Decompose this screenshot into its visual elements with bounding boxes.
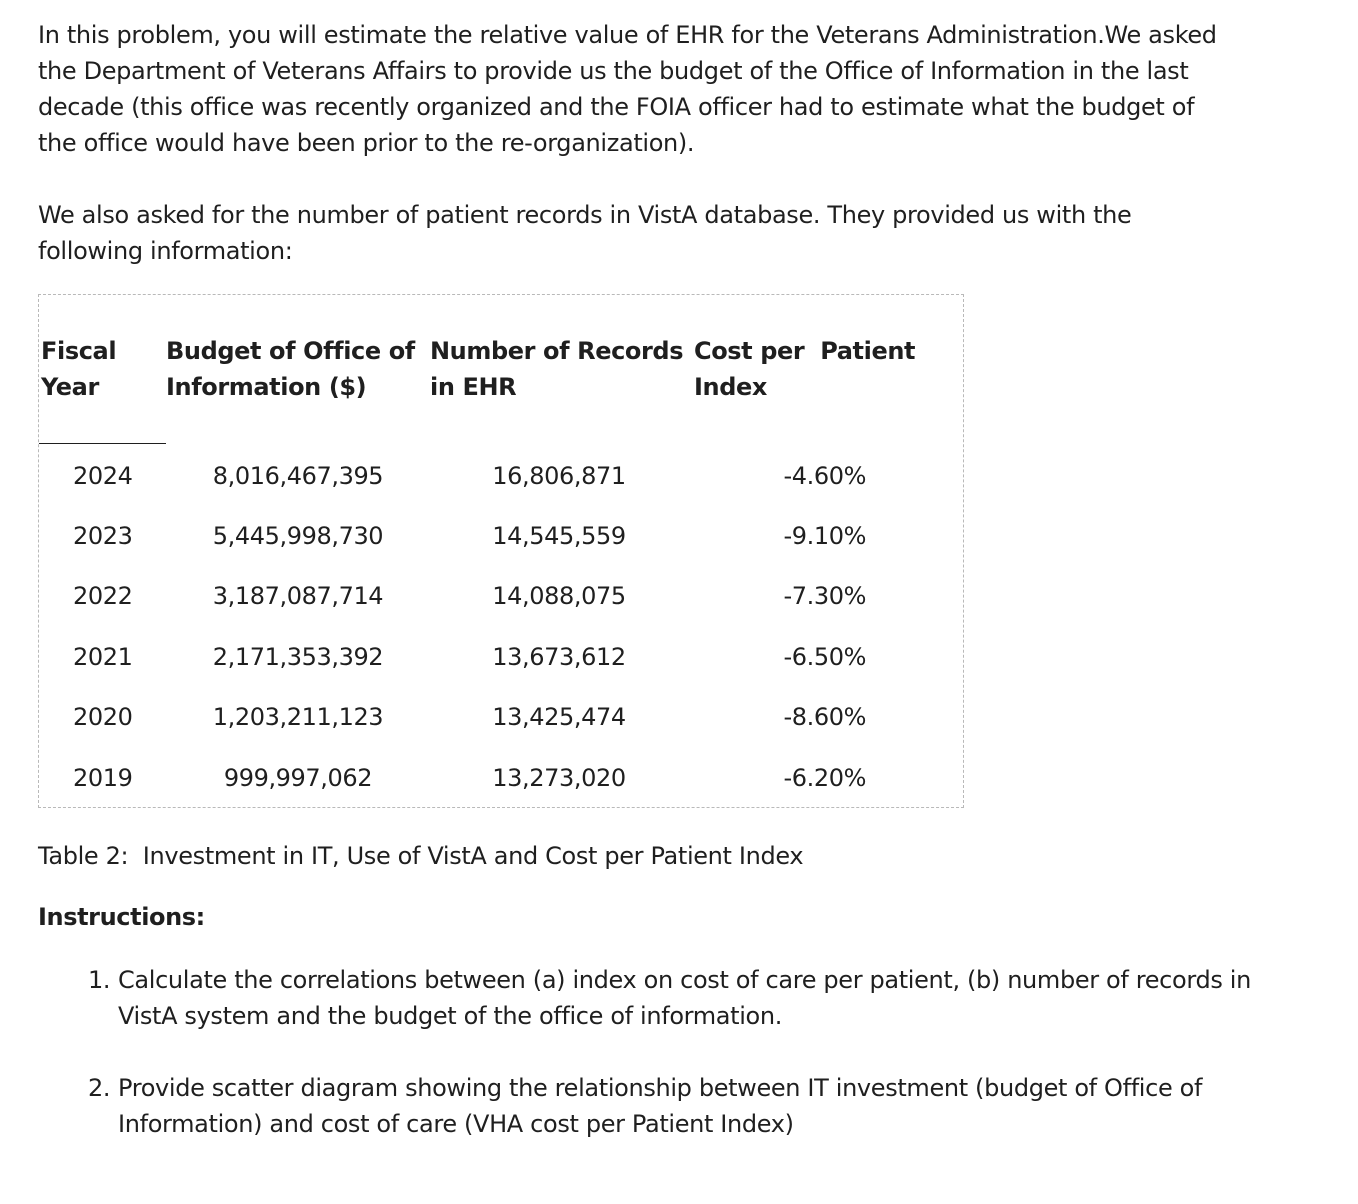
table-row: [39, 639, 963, 679]
instructions-title: Instructions:: [38, 903, 205, 931]
cell-budget: 5,445,998,730: [212, 522, 384, 550]
list-item-number: 1.: [88, 966, 111, 994]
header-budget-line2: Information ($): [166, 373, 367, 401]
intro-paragraph: In this problem, you will estimate the relative value of EHR for the Veterans Administration.We asked the Department of Veterans Affairs to provide us the budget of the Office of Information in the last decade (this office was recently organized and the FOIA officer had to estimate what the budget of the office would have been prior to the re-organization).: [38, 21, 1217, 157]
table-row: [39, 458, 963, 498]
header-budget-line1: Budget of Office of: [166, 337, 415, 365]
cell-cost-index: -7.30%: [783, 582, 866, 610]
cell-records: 16,806,871: [492, 462, 626, 490]
header-records-line2: in EHR: [430, 373, 517, 401]
cell-budget: 2,171,353,392: [212, 643, 384, 671]
cell-year: 2019: [73, 764, 133, 792]
table-row: [39, 578, 963, 618]
list-item: [88, 1070, 1278, 1142]
records-request-paragraph: We also asked for the number of patient records in VistA database. They provided us with the following information:: [38, 201, 1132, 265]
list-item-number: 2.: [88, 1074, 111, 1102]
cell-cost-index: -6.20%: [783, 764, 866, 792]
cell-year: 2020: [73, 703, 133, 731]
cell-year: 2023: [73, 522, 133, 550]
cell-cost-index: -9.10%: [783, 522, 866, 550]
cell-year: 2024: [73, 462, 133, 490]
cell-records: 14,545,559: [492, 522, 626, 550]
table-row: [39, 518, 963, 558]
header-records-line1: Number of Records: [430, 337, 684, 365]
list-item-text: Provide scatter diagram showing the relationship between IT investment (budget of Office of Information) and cost of care (VHA cost per Patient Index): [118, 1074, 1203, 1138]
table-row: [39, 699, 963, 739]
header-fiscal-year: [41, 333, 116, 405]
header-cost-index-line1: Cost per Patient: [694, 337, 916, 365]
cell-records: 13,273,020: [492, 764, 626, 792]
header-budget: [166, 333, 415, 405]
cell-cost-index: -6.50%: [783, 643, 866, 671]
cell-year: 2022: [73, 582, 133, 610]
header-records: [430, 333, 683, 405]
cell-budget: 8,016,467,395: [212, 462, 384, 490]
cell-records: 13,673,612: [492, 643, 626, 671]
header-cost-index-line2: Index: [694, 373, 767, 401]
list-item: [88, 962, 1278, 1034]
header-fiscal-year-line2: Year: [41, 373, 99, 401]
cell-year: 2021: [73, 643, 133, 671]
data-table: [38, 294, 964, 808]
header-cost-index: [694, 333, 915, 405]
cell-budget: 1,203,211,123: [212, 703, 384, 731]
cell-budget: 999,997,062: [223, 764, 373, 792]
list-item-text: Calculate the correlations between (a) index on cost of care per patient, (b) number of records in VistA system and the budget of the office of information.: [118, 966, 1251, 1030]
table-caption: Table 2: Investment in IT, Use of VistA and Cost per Patient Index: [38, 842, 804, 870]
header-underline: [39, 443, 166, 444]
cell-records: 14,088,075: [492, 582, 626, 610]
header-fiscal-year-line1: Fiscal: [41, 337, 117, 365]
cell-records: 13,425,474: [492, 703, 626, 731]
cell-cost-index: -8.60%: [783, 703, 866, 731]
cell-budget: 3,187,087,714: [212, 582, 384, 610]
cell-cost-index: -4.60%: [783, 462, 866, 490]
table-row: [39, 760, 963, 800]
